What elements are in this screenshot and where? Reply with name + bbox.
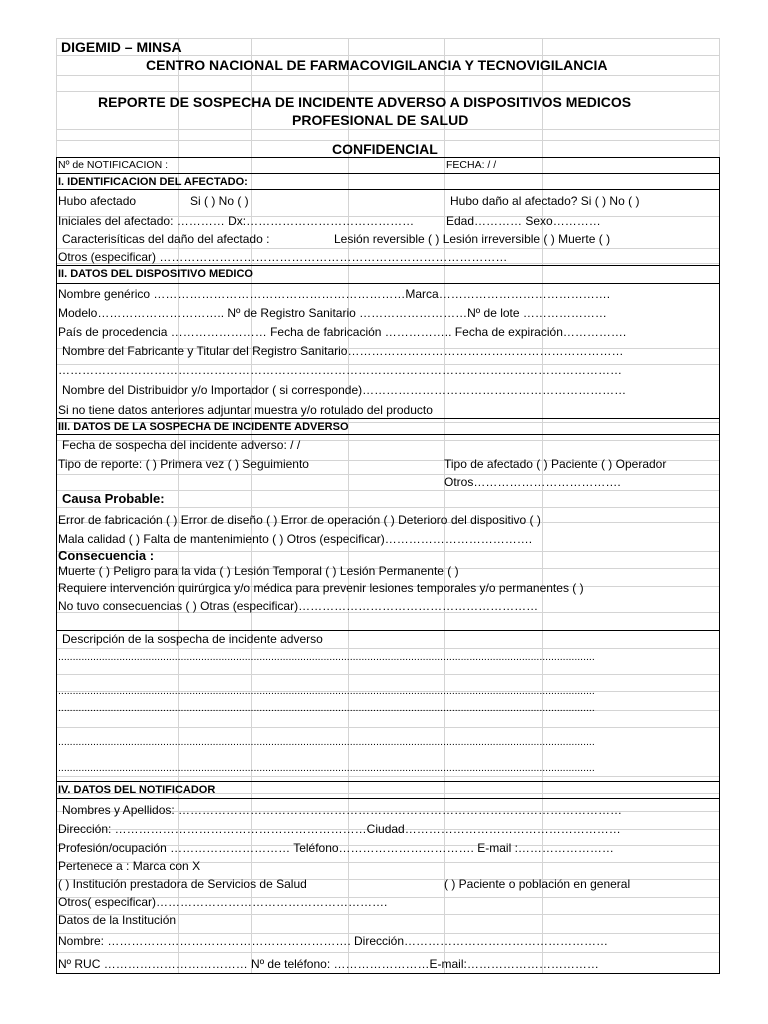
affected-type-options[interactable]: Tipo de afectado ( ) Paciente ( ) Operador xyxy=(444,457,667,471)
description-line[interactable]: ........................................................................................................................................................................................ xyxy=(58,685,595,697)
report-type-options[interactable]: Tipo de reporte: ( ) Primera vez ( ) Seguimiento xyxy=(58,457,309,471)
full-name-field[interactable]: Nombres y Apellidos: ………………………………………………………………………………………………… xyxy=(62,803,623,817)
confidential-label: CONFIDENCIAL xyxy=(332,141,438,157)
quality-options[interactable]: Mala calidad ( ) Falta de mantenimiento ( ) Otros (especificar)………………………………. xyxy=(58,532,533,546)
report-subtitle: PROFESIONAL DE SALUD xyxy=(292,112,469,128)
form-frame xyxy=(56,38,720,974)
model-registry-lot-field[interactable]: Modelo………………………….. Nº de Registro Sanitario ………………………Nº de lote ………………… xyxy=(58,306,607,320)
manufacturer-continuation-line[interactable]: …………………………………………………………………………………………………………………………… xyxy=(58,363,622,377)
ruc-phone-email-field[interactable]: Nº RUC ……………………………… Nº de teléfono: ……………………E-mail:…………………………… xyxy=(58,957,599,971)
org-label: DIGEMID – MINSA xyxy=(61,39,182,55)
notification-number-field[interactable]: Nº de NOTIFICACION : xyxy=(58,159,169,171)
no-consequence-options[interactable]: No tuvo consecuencias ( ) Otras (especificar)…………………………………………………… xyxy=(58,599,539,613)
affected-label: Hubo afectado xyxy=(58,194,137,208)
other-specify-notifier-field[interactable]: Otros( especificar)…………………………………………………. xyxy=(58,895,388,909)
sample-note: Si no tiene datos anteriores adjuntar muestra y/o rotulado del producto xyxy=(58,403,433,417)
report-title: REPORTE DE SOSPECHA DE INCIDENTE ADVERSO A DISPOSITIVOS MEDICOS xyxy=(98,94,632,110)
description-line[interactable]: ........................................................................................................................................................................................ xyxy=(58,736,595,748)
center-title: CENTRO NACIONAL DE FARMACOVIGILANCIA Y TECNOVIGILANCIA xyxy=(146,57,608,73)
section-3-title: III. DATOS DE LA SOSPECHA DE INCIDENTE ADVERSO xyxy=(58,421,349,433)
initials-dx-field[interactable]: Iniciales del afectado: ………… Dx:…………………………………… xyxy=(58,214,415,228)
damage-characteristics-label: Caracterisíticas del daño del afectado : xyxy=(62,232,270,246)
belongs-to-label: Pertenece a : Marca con X xyxy=(58,859,201,873)
institution-option[interactable]: ( ) Institución prestadora de Servicios de Salud xyxy=(58,877,307,891)
date-field[interactable]: FECHA: / / xyxy=(446,159,497,171)
suspicion-date-field[interactable]: Fecha de sospecha del incidente adverso: / / xyxy=(62,438,301,452)
description-line[interactable]: ........................................................................................................................................................................................ xyxy=(58,762,595,774)
patient-option[interactable]: ( ) Paciente o población en general xyxy=(444,877,631,891)
section-1-title: I. IDENTIFICACION DEL AFECTADO: xyxy=(58,176,248,188)
section-2-title: II. DATOS DEL DISPOSITIVO MEDICO xyxy=(58,268,253,280)
probable-cause-label: Causa Probable: xyxy=(62,491,165,506)
damage-options[interactable]: Lesión reversible ( ) Lesión irreversible ( ) Muerte ( ) xyxy=(334,232,611,246)
description-label: Descripción de la sospecha de incidente adverso xyxy=(62,632,323,646)
consequence-options[interactable]: Muerte ( ) Peligro para la vida ( ) Lesión Temporal ( ) Lesión Permanente ( ) xyxy=(58,564,459,578)
distributor-field[interactable]: Nombre del Distribuidor y/o Importador ( si corresponde)………………………………………………………… xyxy=(62,383,627,397)
institution-name-address-field[interactable]: Nombre: ……………………………………………………. Dirección…………………………………………… xyxy=(58,934,609,948)
age-sex-field[interactable]: Edad………… Sexo………… xyxy=(446,214,601,228)
country-dates-field[interactable]: País de procedencia …………………… Fecha de fabricación …………….. Fecha de expiración……………. xyxy=(58,325,627,339)
consequence-label: Consecuencia : xyxy=(58,548,155,563)
address-city-field[interactable]: Dirección: ………………………………………………………Ciudad……………………………………………… xyxy=(58,822,621,836)
description-line[interactable]: ........................................................................................................................................................................................ xyxy=(58,702,595,714)
section-4-title: IV. DATOS DEL NOTIFICADOR xyxy=(58,784,216,796)
intervention-option[interactable]: Requiere intervención quirúrgica y/o médica para prevenir lesiones temporales y/o permanentes ( ) xyxy=(58,581,584,595)
affected-yes-no[interactable]: Si ( ) No ( ) xyxy=(190,194,249,208)
other-specify-field[interactable]: Otros (especificar) …………………………………………………………………………… xyxy=(58,250,508,264)
description-line[interactable]: ........................................................................................................................................................................................ xyxy=(58,651,595,663)
error-options[interactable]: Error de fabricación ( ) Error de diseño ( ) Error de operación ( ) Deterioro del dispositivo ( ) xyxy=(58,513,541,527)
manufacturer-field[interactable]: Nombre del Fabricante y Titular del Registro Sanitario…………………………………………………………… xyxy=(62,344,624,358)
damage-yes-no[interactable]: Hubo daño al afectado? Si ( ) No ( ) xyxy=(450,194,640,208)
institution-data-label: Datos de la Institución xyxy=(58,913,177,927)
other-affected-field[interactable]: Otros………………………………. xyxy=(444,475,621,489)
generic-name-brand-field[interactable]: Nombre genérico ………………………………………………………Marca……………………………………. xyxy=(58,287,611,301)
occupation-phone-email-field[interactable]: Profesión/ocupación ………………………… Teléfono……………………………. E-mail :…………………… xyxy=(58,841,614,855)
